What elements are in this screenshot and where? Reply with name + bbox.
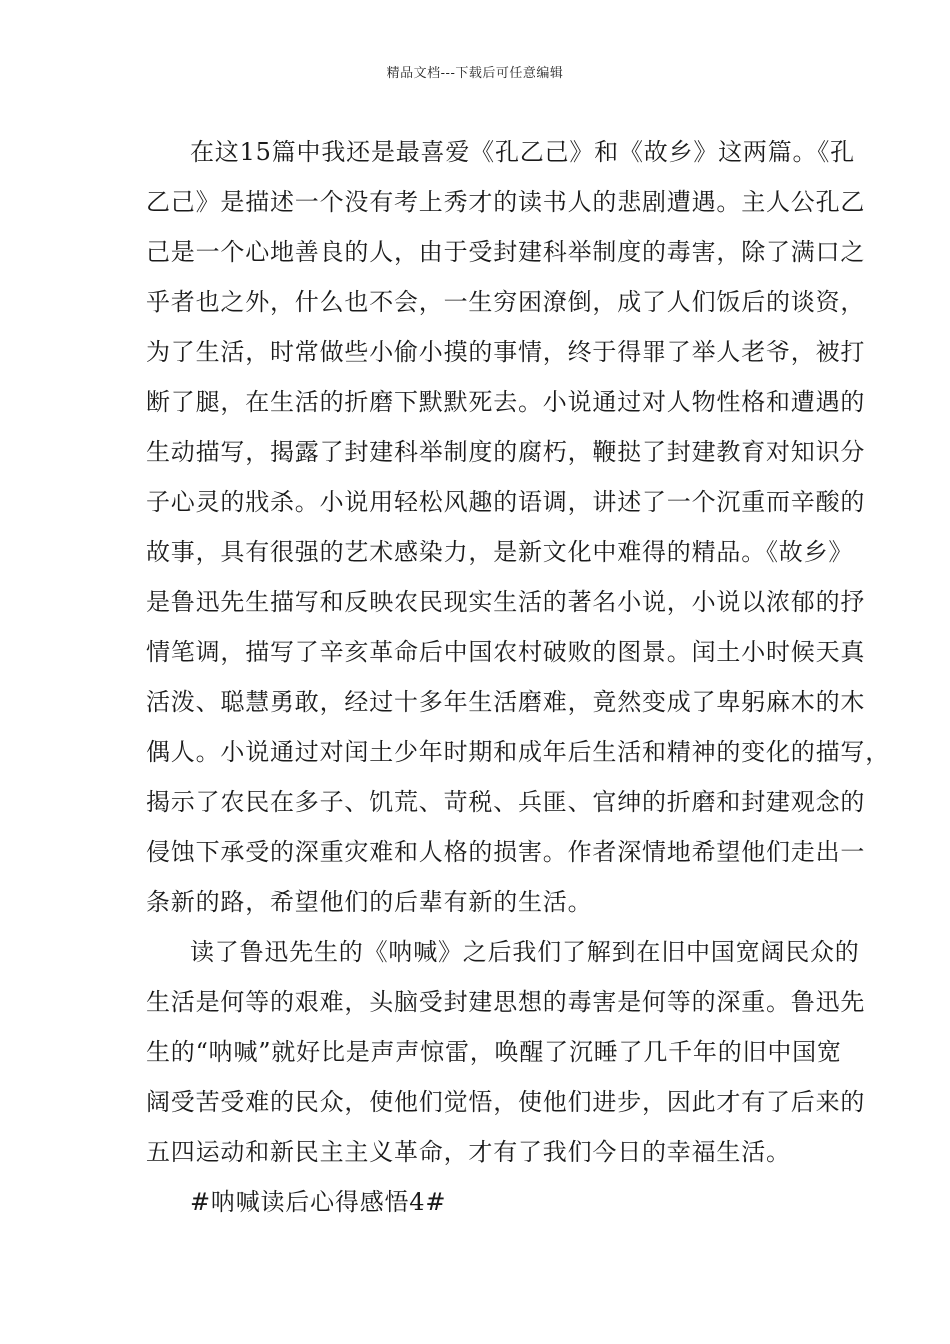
paragraph-1-line-16: 条新的路，希望他们的后辈有新的生活。 bbox=[146, 888, 593, 916]
paragraph-1-line-1: 在这15篇中我还是最喜爱《孔乙己》和《故乡》这两篇。《孔 bbox=[190, 138, 855, 166]
paragraph-1-line-2: 乙己》是描述一个没有考上秀才的读书人的悲剧遭遇。主人公孔乙 bbox=[146, 188, 866, 216]
paragraph-1-line-6: 断了腿，在生活的折磨下默默死去。小说通过对人物性格和遭遇的 bbox=[146, 388, 866, 416]
paragraph-1-line-11: 情笔调，描写了辛亥革命后中国农村破败的图景。闰土小时候天真 bbox=[146, 638, 866, 666]
paragraph-2-line-2: 生活是何等的艰难，头脑受封建思想的毒害是何等的深重。鲁迅先 bbox=[146, 988, 866, 1016]
paragraph-1-line-9: 故事，具有很强的艺术感染力，是新文化中难得的精品。《故乡》 bbox=[146, 538, 854, 566]
paragraph-2-line-5: 五四运动和新民主主义革命，才有了我们今日的幸福生活。 bbox=[146, 1138, 791, 1166]
page-header: 精品文档---下载后可任意编辑 bbox=[386, 66, 564, 81]
paragraph-1-line-10: 是鲁迅先生描写和反映农民现实生活的著名小说，小说以浓郁的抒 bbox=[146, 588, 866, 616]
paragraph-1-line-12: 活泼、聪慧勇敢，经过十多年生活磨难，竟然变成了卑躬麻木的木 bbox=[146, 688, 866, 716]
section-heading: #呐喊读后心得感悟4# bbox=[190, 1188, 447, 1216]
paragraph-1-line-15: 侵蚀下承受的深重灾难和人格的损害。作者深情地希望他们走出一 bbox=[146, 838, 866, 866]
paragraph-1-line-3: 己是一个心地善良的人，由于受封建科举制度的毒害，除了满口之 bbox=[146, 238, 866, 266]
paragraph-2-line-4: 阔受苦受难的民众，使他们觉悟，使他们进步，因此才有了后来的 bbox=[146, 1088, 866, 1116]
paragraph-1-line-5: 为了生活，时常做些小偷小摸的事情，终于得罪了举人老爷，被打 bbox=[146, 338, 866, 366]
paragraph-1-line-7: 生动描写，揭露了封建科举制度的腐朽，鞭挞了封建教育对知识分 bbox=[146, 438, 866, 466]
paragraph-2-line-3: 生的“呐喊”就好比是声声惊雷，唤醒了沉睡了几千年的旧中国宽 bbox=[146, 1038, 842, 1066]
paragraph-2-line-1: 读了鲁迅先生的《呐喊》之后我们了解到在旧中国宽阔民众的 bbox=[190, 938, 860, 966]
paragraph-1-line-14: 揭示了农民在多子、饥荒、苛税、兵匪、官绅的折磨和封建观念的 bbox=[146, 788, 866, 816]
paragraph-1-line-4: 乎者也之外，什么也不会，一生穷困潦倒，成了人们饭后的谈资， bbox=[146, 288, 866, 316]
paragraph-1-line-8: 子心灵的戕杀。小说用轻松风趣的语调，讲述了一个沉重而辛酸的 bbox=[146, 488, 866, 516]
paragraph-1-line-13: 偶人。小说通过对闰土少年时期和成年后生活和精神的变化的描写， bbox=[146, 738, 890, 766]
